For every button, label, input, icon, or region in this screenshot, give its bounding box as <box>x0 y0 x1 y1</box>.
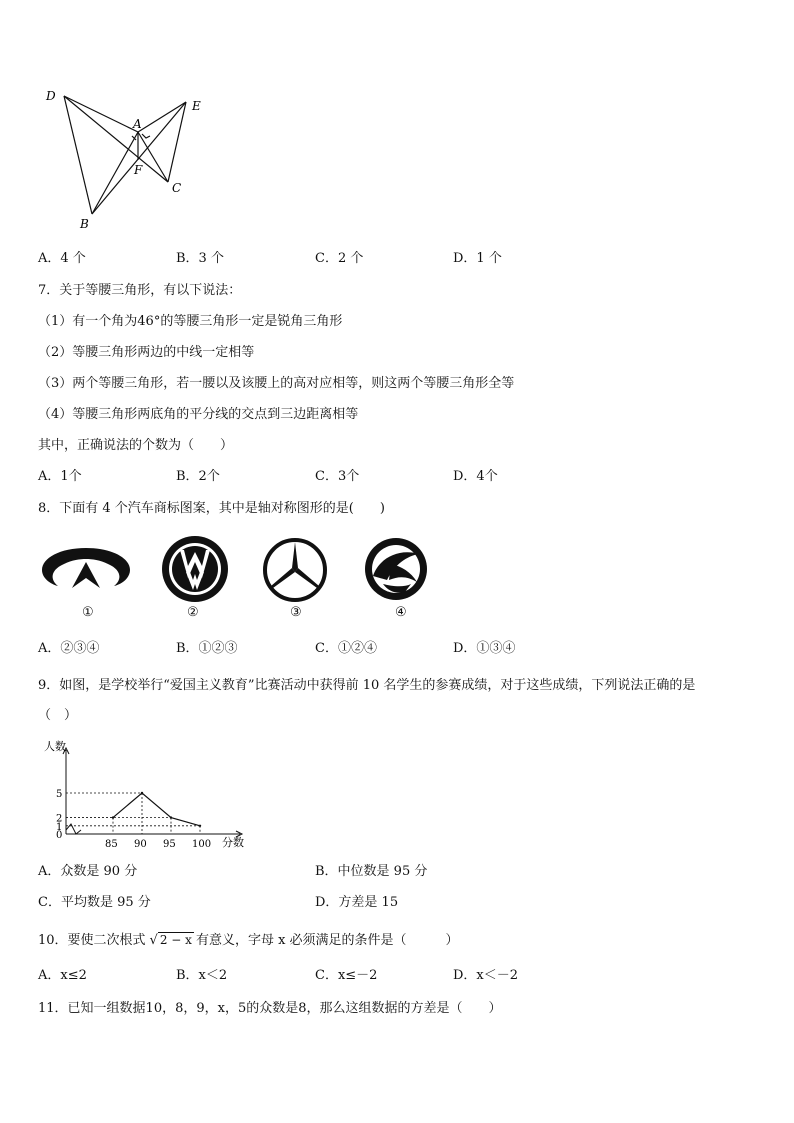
data-point <box>199 825 201 827</box>
q10-option-c[interactable]: C．x≤－2 <box>315 968 378 983</box>
chart-y-label: 人数 <box>44 740 66 753</box>
label-C: C <box>172 181 182 195</box>
y-tick-label: 5 <box>56 789 63 800</box>
q7-option-d[interactable]: D．4个 <box>453 469 498 484</box>
q9-paren: （ ） <box>38 708 78 723</box>
logo-mercedes-icon <box>261 536 329 604</box>
data-point <box>112 816 114 818</box>
q8-option-b[interactable]: B．①②③ <box>176 641 238 656</box>
q10-stem <box>38 931 459 950</box>
logo-infiniti-icon <box>40 542 132 594</box>
radical-sign: √ <box>149 933 158 948</box>
label-B: B <box>80 217 89 231</box>
q7-option-a[interactable]: A．1个 <box>38 469 82 484</box>
label-D: D <box>46 89 56 103</box>
q8-stem: 8．下面有 4 个汽车商标图案，其中是轴对称图形的是( ) <box>38 501 385 516</box>
x-tick-label: 95 <box>163 839 176 850</box>
x-tick-label: 85 <box>105 839 118 850</box>
q10-option-d[interactable]: D．x＜－2 <box>453 968 519 983</box>
q6-option-d[interactable]: D．1 个 <box>453 251 502 266</box>
y-tick-label: 1 <box>56 821 63 833</box>
q7-statement-1: （1）有一个角为46°的等腰三角形一定是锐角三角形 <box>38 314 343 329</box>
logo-label-2: ② <box>187 605 199 620</box>
q9-option-c[interactable]: C．平均数是 95 分 <box>38 895 151 910</box>
q7-option-c[interactable]: C．3个 <box>315 469 360 484</box>
y-tick-label: 2 <box>56 813 63 825</box>
q10-option-b[interactable]: B．x＜2 <box>176 968 228 983</box>
q7-question: 其中，正确说法的个数为（ ） <box>38 438 234 453</box>
q8-option-a[interactable]: A．②③④ <box>38 641 100 656</box>
q10-stem-after: 有意义，字母 x 必须满足的条件是（ ） <box>195 933 459 948</box>
logo-volkswagen-icon <box>160 534 230 604</box>
q8-option-c[interactable]: C．①②④ <box>315 641 377 656</box>
data-point <box>170 816 172 818</box>
q6-option-a[interactable]: A．4 个 <box>38 251 86 266</box>
q6-option-b[interactable]: B．3 个 <box>176 251 224 266</box>
q10-option-a[interactable]: A．x≤2 <box>38 968 87 983</box>
x-tick-label: 100 <box>192 839 212 850</box>
label-F: F <box>134 163 143 177</box>
q10-stem-before: 10．要使二次根式 <box>38 933 146 948</box>
q9-option-a[interactable]: A．众数是 90 分 <box>38 864 138 879</box>
q7-option-b[interactable]: B．2个 <box>176 469 220 484</box>
q7-statement-4: （4）等腰三角形两底角的平分线的交点到三边距离相等 <box>38 407 359 422</box>
logo-dongfeng-icon <box>361 536 431 602</box>
series-line <box>113 793 200 826</box>
q6-option-c[interactable]: C．2 个 <box>315 251 364 266</box>
q9-stem: 9．如图，是学校举行“爱国主义教育”比赛活动中获得前 10 名学生的参赛成绩，对于这些成绩，下列说法正确的是 <box>38 678 696 693</box>
q7-stem: 7．关于等腰三角形，有以下说法： <box>38 283 242 298</box>
q7-statement-3: （3）两个等腰三角形，若一腰以及该腰上的高对应相等，则这两个等腰三角形全等 <box>38 376 515 391</box>
q8-option-d[interactable]: D．①③④ <box>453 641 516 656</box>
q11-stem: 11．已知一组数据10，8，9，x，5的众数是8，那么这组数据的方差是（ ） <box>38 1001 502 1016</box>
logo-label-4: ④ <box>395 605 407 620</box>
q7-statement-2: （2）等腰三角形两边的中线一定相等 <box>38 345 255 360</box>
chart-x-label: 分数 <box>222 836 244 849</box>
logo-label-3: ③ <box>290 605 302 620</box>
q9-option-b[interactable]: B．中位数是 95 分 <box>315 864 428 879</box>
geometry-figure <box>40 82 220 232</box>
logo-label-1: ① <box>82 605 94 620</box>
data-point <box>141 792 143 794</box>
label-A: A <box>133 117 142 131</box>
y-tick-label: 0 <box>56 830 63 841</box>
x-tick-label: 90 <box>134 839 147 850</box>
label-E: E <box>192 99 201 113</box>
q10-radicand: 2 − x <box>159 933 192 947</box>
score-line-chart <box>36 738 256 850</box>
q9-option-d[interactable]: D．方差是 15 <box>315 895 399 910</box>
